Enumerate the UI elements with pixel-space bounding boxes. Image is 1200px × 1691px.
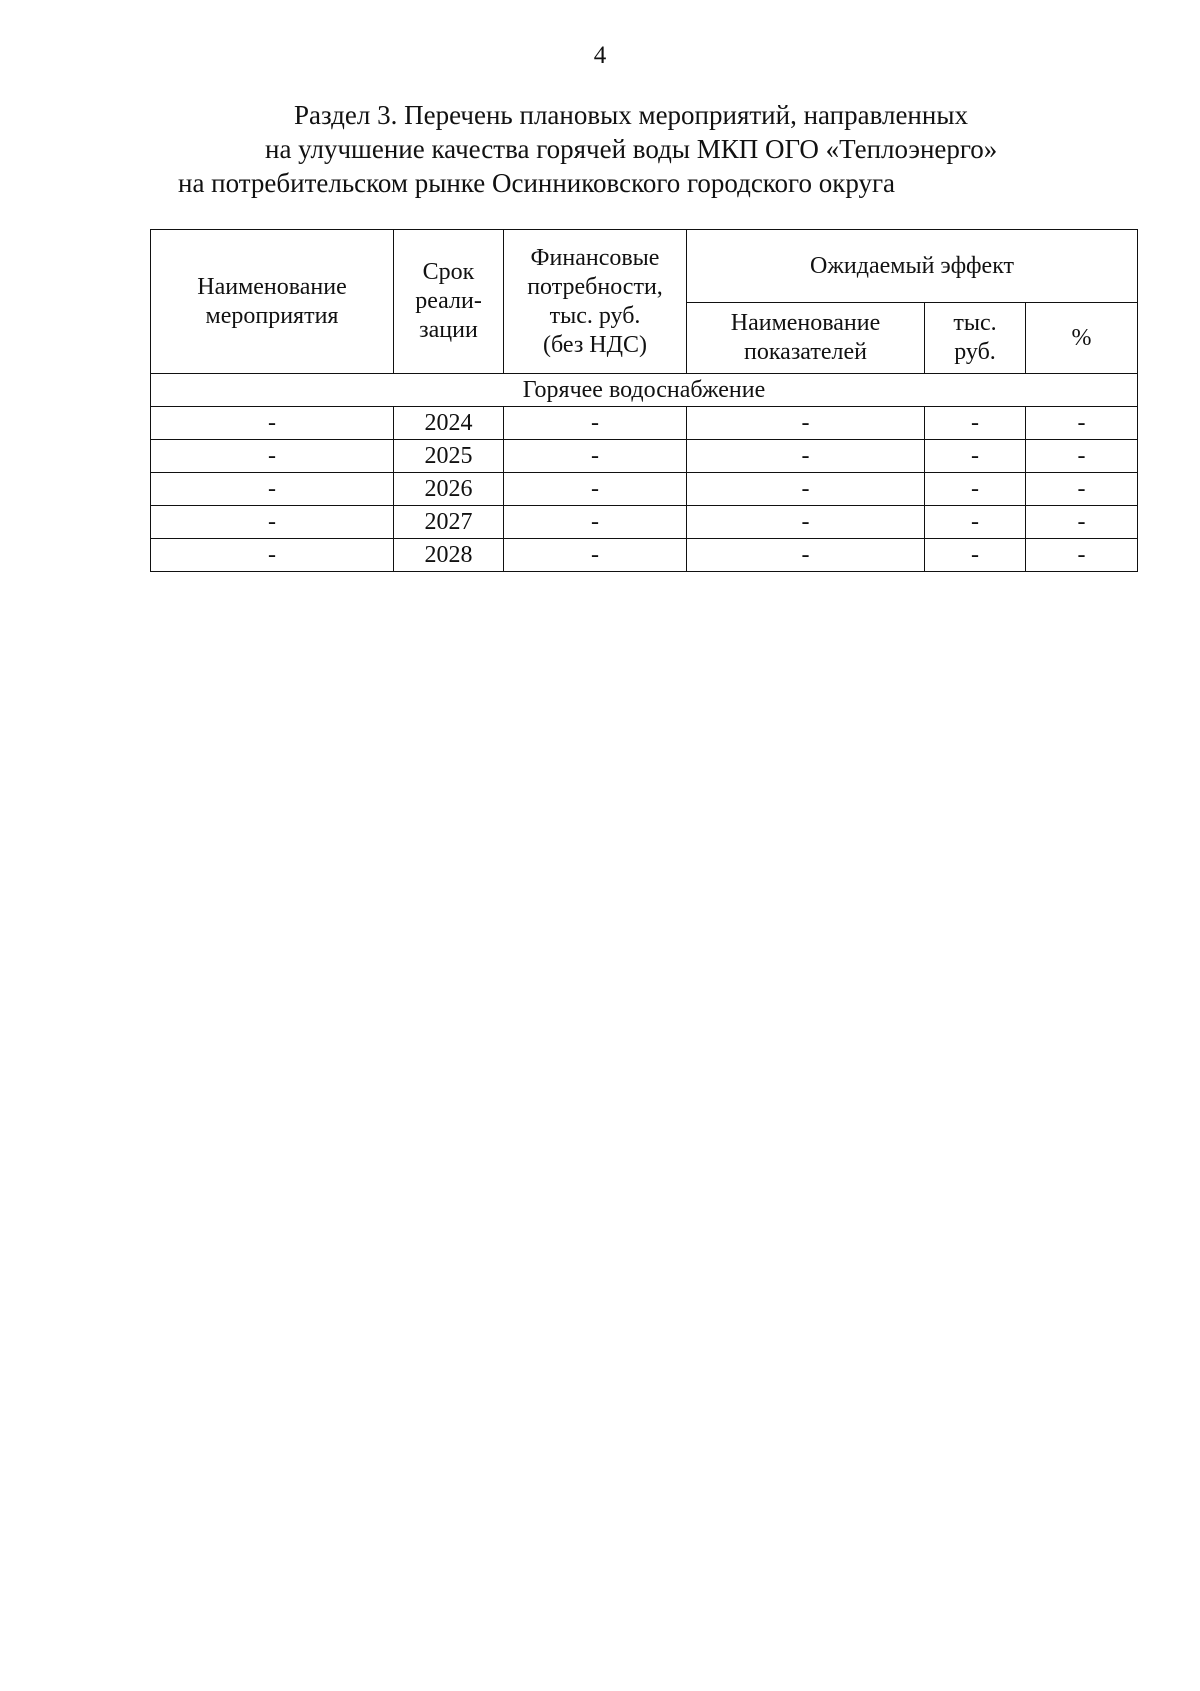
cell-indicators: -	[687, 473, 925, 506]
table-row	[151, 407, 1138, 440]
cell-rub: -	[925, 506, 1026, 539]
table-row	[151, 506, 1138, 539]
cell-percent: -	[1026, 407, 1138, 440]
header-expected-effect: Ожидаемый эффект	[687, 230, 1138, 303]
cell-percent: -	[1026, 440, 1138, 473]
header-measure-name: Наименование мероприятия	[151, 230, 394, 374]
cell-rub: -	[925, 440, 1026, 473]
header-indicators: Наименование показателей	[687, 303, 925, 374]
cell-indicators: -	[687, 407, 925, 440]
cell-name: -	[151, 473, 394, 506]
cell-percent: -	[1026, 506, 1138, 539]
cell-name: -	[151, 440, 394, 473]
cell-rub: -	[925, 473, 1026, 506]
cell-finance: -	[504, 407, 687, 440]
cell-indicators: -	[687, 506, 925, 539]
heading-line-1: Раздел 3. Перечень плановых мероприятий, направленных	[294, 100, 968, 130]
cell-year: 2028	[394, 539, 504, 572]
cell-name: -	[151, 539, 394, 572]
cell-year: 2024	[394, 407, 504, 440]
cell-indicators: -	[687, 539, 925, 572]
section-row	[151, 374, 1138, 407]
cell-finance: -	[504, 473, 687, 506]
section-title: Горячее водоснабжение	[151, 374, 1138, 407]
cell-year: 2025	[394, 440, 504, 473]
cell-indicators: -	[687, 440, 925, 473]
cell-percent: -	[1026, 473, 1138, 506]
table-row	[151, 473, 1138, 506]
cell-name: -	[151, 506, 394, 539]
page-number: 4	[593, 42, 607, 69]
header-thousand-rub: тыс. руб.	[925, 303, 1026, 374]
table-row	[151, 539, 1138, 572]
cell-name: -	[151, 407, 394, 440]
header-finance: Финансовые потребности, тыс. руб. (без НДС)	[504, 230, 687, 374]
cell-rub: -	[925, 539, 1026, 572]
cell-year: 2027	[394, 506, 504, 539]
table-row	[151, 440, 1138, 473]
cell-finance: -	[504, 539, 687, 572]
heading-line-2: на улучшение качества горячей воды МКП ОГО «Теплоэнерго»	[265, 134, 998, 164]
header-term: Срок реали- зации	[394, 230, 504, 374]
header-row-top	[151, 230, 1138, 303]
heading-line-3: на потребительском рынке Осинниковского городского округа	[178, 168, 896, 198]
measures-table	[150, 229, 1138, 572]
cell-finance: -	[504, 506, 687, 539]
cell-percent: -	[1026, 539, 1138, 572]
cell-finance: -	[504, 440, 687, 473]
header-percent: %	[1026, 303, 1138, 374]
cell-year: 2026	[394, 473, 504, 506]
cell-rub: -	[925, 407, 1026, 440]
